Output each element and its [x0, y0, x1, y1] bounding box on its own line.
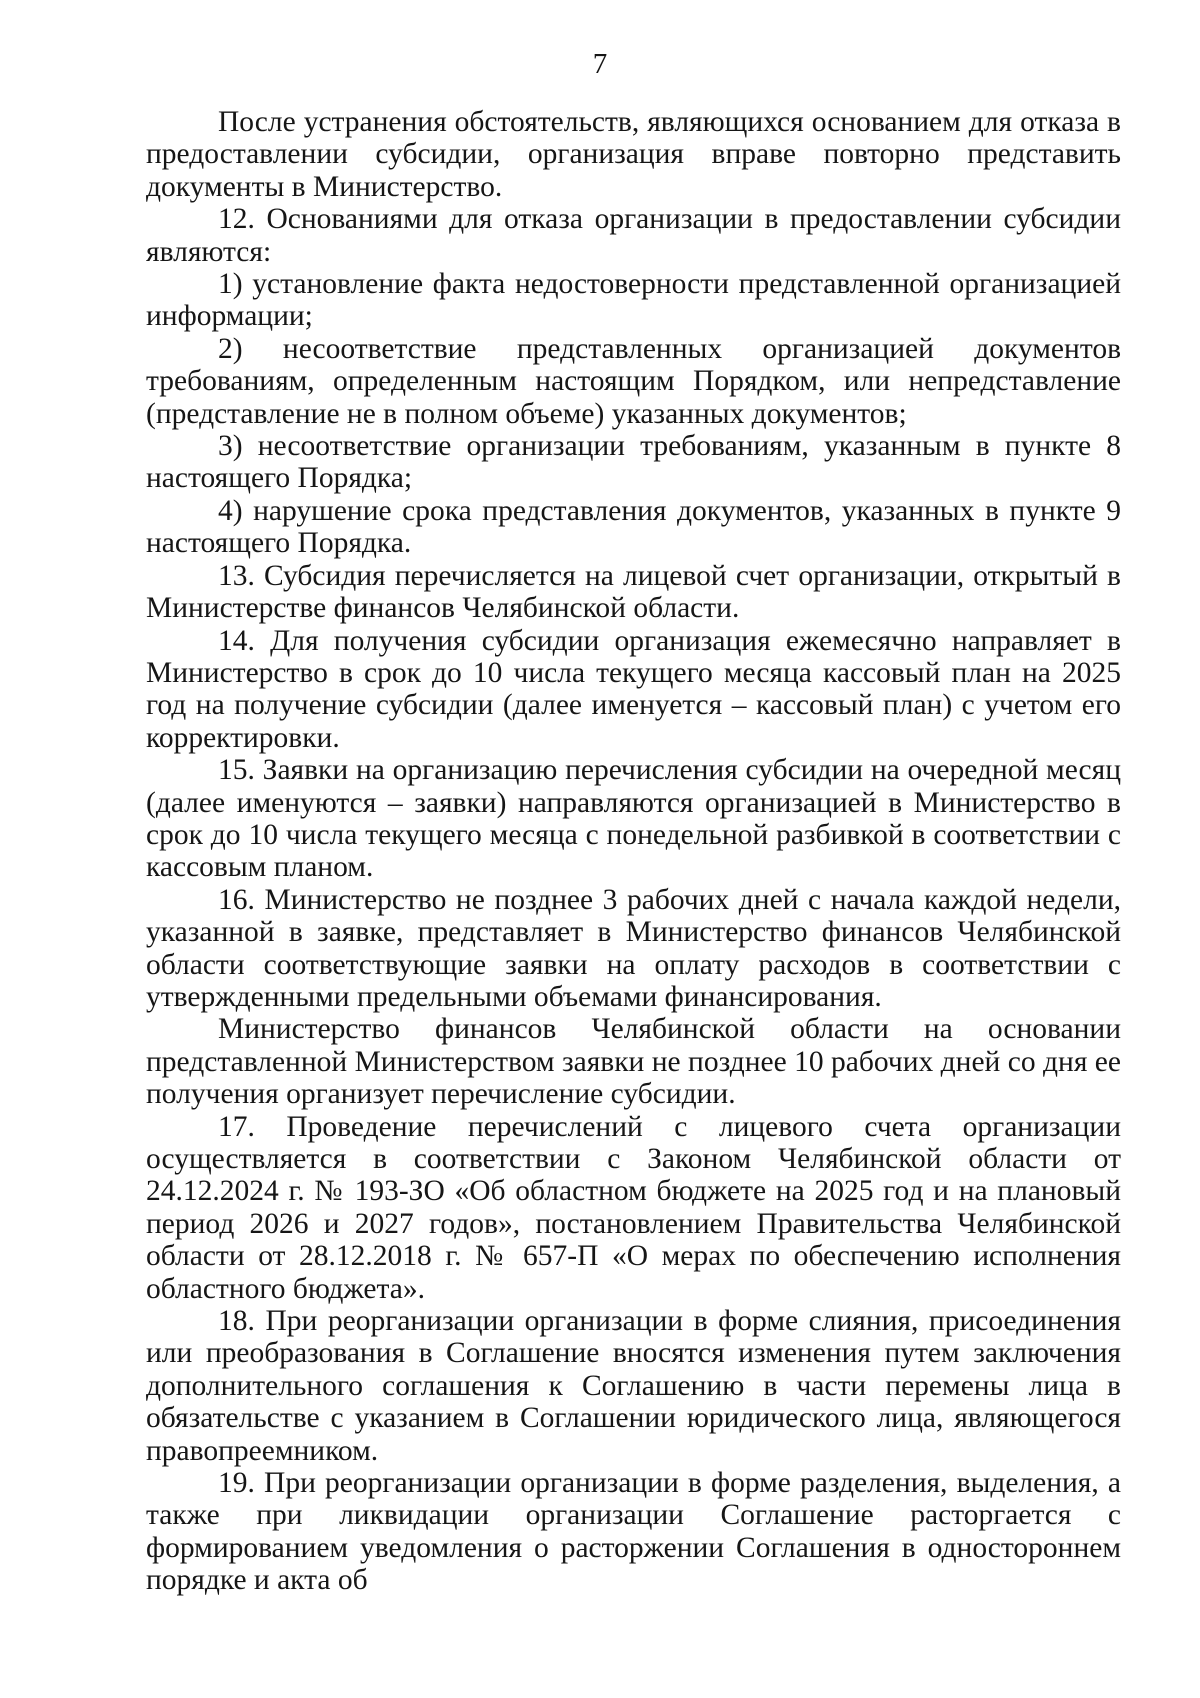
- paragraph: 12. Основаниями для отказа организации в предоставлении субсидии являются:: [146, 203, 1121, 268]
- paragraph: 19. При реорганизации организации в форме разделения, выделения, а также при ликвидации организации Соглашение расторгается с формированием уведомления о расторжении Соглашения в одностороннем порядке и акта об: [146, 1467, 1121, 1597]
- paragraph: После устранения обстоятельств, являющихся основанием для отказа в предоставлении субсидии, организация вправе повторно представить документы в Министерство.: [146, 106, 1121, 203]
- paragraph: 1) установление факта недостоверности представленной организацией информации;: [146, 268, 1121, 333]
- paragraph: 4) нарушение срока представления документов, указанных в пункте 9 настоящего Порядка.: [146, 494, 1121, 560]
- paragraph: 14. Для получения субсидии организация ежемесячно направляет в Министерство в срок до 10 числа текущего месяца кассовый план на 2025 год на получение субсидии (далее именуется – кассовый план) с учетом его корректировки.: [146, 624, 1121, 754]
- paragraph: Министерство финансов Челябинской области на основании представленной Министерством заявки не позднее 10 рабочих дней со дня ее получения организует перечисление субсидии.: [146, 1013, 1121, 1111]
- paragraph: 15. Заявки на организацию перечисления субсидии на очередной месяц (далее именуются – заявки) направляются организацией в Министерство в срок до 10 числа текущего месяца с понедельной разбивкой в соответствии с кассовым планом.: [146, 754, 1121, 884]
- paragraph: 3) несоответствие организации требованиям, указанным в пункте 8 настоящего Порядка;: [146, 430, 1121, 495]
- page-number: 7: [592, 48, 608, 80]
- paragraph: 17. Проведение перечислений с лицевого счета организации осуществляется в соответствии с Законом Челябинской области от 24.12.2024 г. № 193-ЗО «Об областном бюджете на 2025 год и на плановый период 2026 и 2027 годов», постановлением Правительства Челябинской области от 28.12.2018 г. № 657-П «О мерах по обеспечению исполнения областного бюджета».: [146, 1110, 1121, 1305]
- paragraph: 2) несоответствие представленных организацией документов требованиям, определенным настоящим Порядком, или непредставление (представление не в полном объеме) указанных документов;: [146, 332, 1121, 430]
- paragraph: 13. Субсидия перечисляется на лицевой счет организации, открытый в Министерстве финансов Челябинской области.: [146, 559, 1121, 625]
- paragraph: 18. При реорганизации организации в форме слияния, присоединения или преобразования в Соглашение вносятся изменения путем заключения дополнительного соглашения к Соглашению в части перемены лица в обязательстве с указанием в Соглашении юридического лица, являющегося правопреемником.: [146, 1305, 1121, 1467]
- paragraph: 16. Министерство не позднее 3 рабочих дней с начала каждой недели, указанной в заявке, представляет в Министерство финансов Челябинской области соответствующие заявки на оплату расходов в соответствии с утвержденными предельными объемами финансирования.: [146, 883, 1121, 1013]
- document-body: [146, 106, 1121, 1597]
